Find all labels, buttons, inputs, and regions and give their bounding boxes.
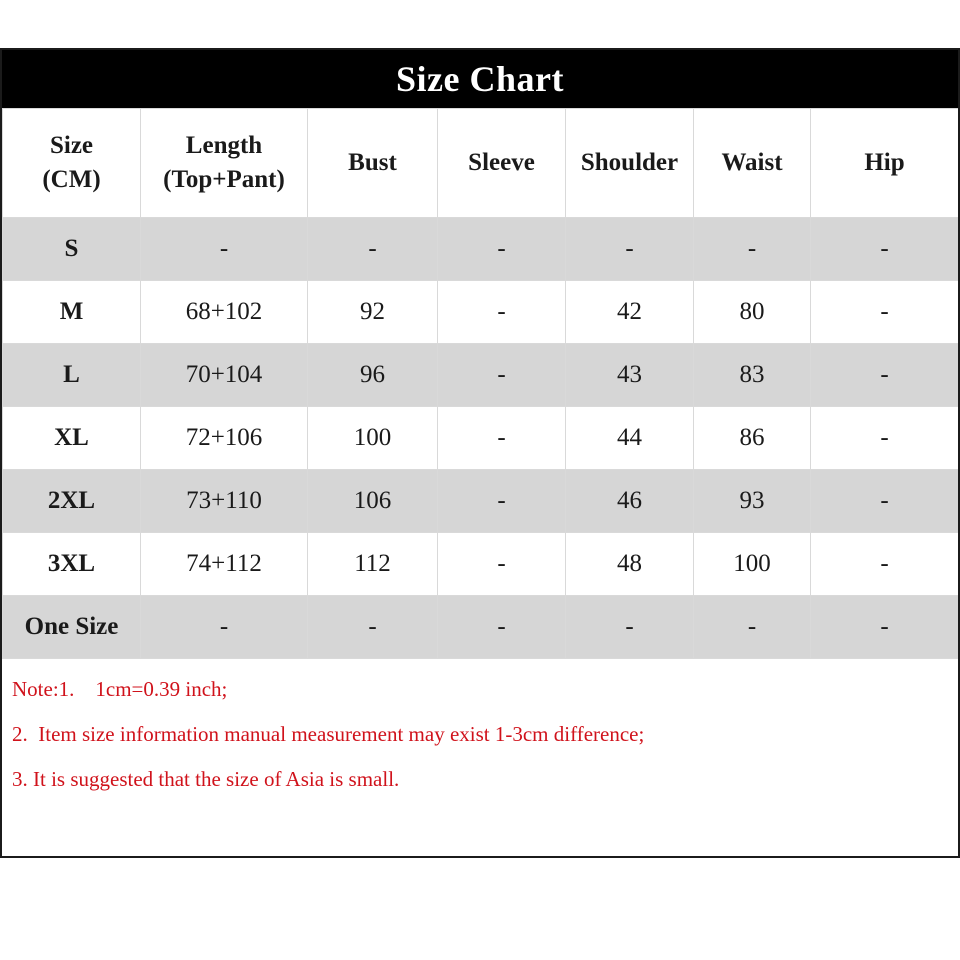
cell-shoulder: 43 (566, 344, 694, 407)
cell-bust: 96 (308, 344, 438, 407)
cell-size: One Size (3, 596, 141, 659)
column-header-size-line1: Size (49, 132, 94, 160)
note-line-1: Note:1. 1cm=0.39 inch; (12, 677, 228, 701)
cell-hip: - (811, 344, 959, 407)
column-header-size (3, 109, 141, 218)
cell-shoulder: 42 (566, 281, 694, 344)
cell-waist: 86 (694, 407, 811, 470)
column-header-size-line2: (CM) (42, 166, 101, 193)
table-body (3, 218, 959, 659)
cell-length: 72+106 (141, 407, 308, 470)
cell-bust: - (308, 596, 438, 659)
column-header-hip (811, 109, 959, 218)
table-row (3, 218, 959, 281)
cell-shoulder: - (566, 596, 694, 659)
table-row (3, 407, 959, 470)
cell-sleeve: - (438, 407, 566, 470)
table-header (3, 109, 959, 218)
cell-shoulder: 44 (566, 407, 694, 470)
cell-bust: - (308, 218, 438, 281)
cell-length: 70+104 (141, 344, 308, 407)
table-row (3, 533, 959, 596)
cell-size: M (3, 281, 141, 344)
cell-sleeve: - (438, 344, 566, 407)
column-header-waist-line1: Waist (721, 149, 783, 177)
cell-hip: - (811, 218, 959, 281)
column-header-length (141, 109, 308, 218)
cell-waist: - (694, 596, 811, 659)
table-row (3, 344, 959, 407)
cell-length: 68+102 (141, 281, 308, 344)
note-line-2: 2. Item size information manual measurement may exist 1-3cm difference; (12, 722, 645, 746)
notes-section (2, 659, 958, 790)
cell-bust: 92 (308, 281, 438, 344)
table-row (3, 281, 959, 344)
column-header-shoulder (566, 109, 694, 218)
cell-waist: - (694, 218, 811, 281)
cell-size: 3XL (3, 533, 141, 596)
column-header-sleeve-line1: Sleeve (468, 149, 535, 177)
cell-shoulder: 46 (566, 470, 694, 533)
cell-size: XL (3, 407, 141, 470)
cell-sleeve: - (438, 218, 566, 281)
cell-hip: - (811, 281, 959, 344)
table-header-row (3, 109, 959, 218)
column-header-bust-line1: Bust (348, 149, 397, 177)
cell-length: - (141, 218, 308, 281)
cell-hip: - (811, 533, 959, 596)
cell-sleeve: - (438, 281, 566, 344)
cell-size: S (3, 218, 141, 281)
column-header-shoulder-line1: Shoulder (580, 149, 679, 177)
cell-length: 73+110 (141, 470, 308, 533)
cell-sleeve: - (438, 596, 566, 659)
cell-waist: 83 (694, 344, 811, 407)
chart-title-bar (2, 50, 958, 108)
cell-hip: - (811, 470, 959, 533)
cell-shoulder: 48 (566, 533, 694, 596)
column-header-length-line1: Length (185, 132, 263, 160)
cell-shoulder: - (566, 218, 694, 281)
cell-length: 74+112 (141, 533, 308, 596)
column-header-sleeve (438, 109, 566, 218)
cell-sleeve: - (438, 533, 566, 596)
column-header-bust (308, 109, 438, 218)
cell-bust: 112 (308, 533, 438, 596)
cell-hip: - (811, 596, 959, 659)
table-row (3, 596, 959, 659)
cell-size: 2XL (3, 470, 141, 533)
size-chart-frame (0, 48, 960, 858)
cell-waist: 100 (694, 533, 811, 596)
cell-bust: 106 (308, 470, 438, 533)
cell-sleeve: - (438, 470, 566, 533)
column-header-waist (694, 109, 811, 218)
page-title: Size Chart (396, 59, 564, 99)
size-table (2, 108, 959, 659)
table-row (3, 470, 959, 533)
column-header-length-line2: (Top+Pant) (163, 166, 285, 193)
note-line-3: 3. It is suggested that the size of Asia is small. (12, 767, 400, 791)
cell-hip: - (811, 407, 959, 470)
cell-size: L (3, 344, 141, 407)
cell-waist: 80 (694, 281, 811, 344)
column-header-hip-line1: Hip (864, 149, 905, 177)
cell-length: - (141, 596, 308, 659)
cell-waist: 93 (694, 470, 811, 533)
cell-bust: 100 (308, 407, 438, 470)
